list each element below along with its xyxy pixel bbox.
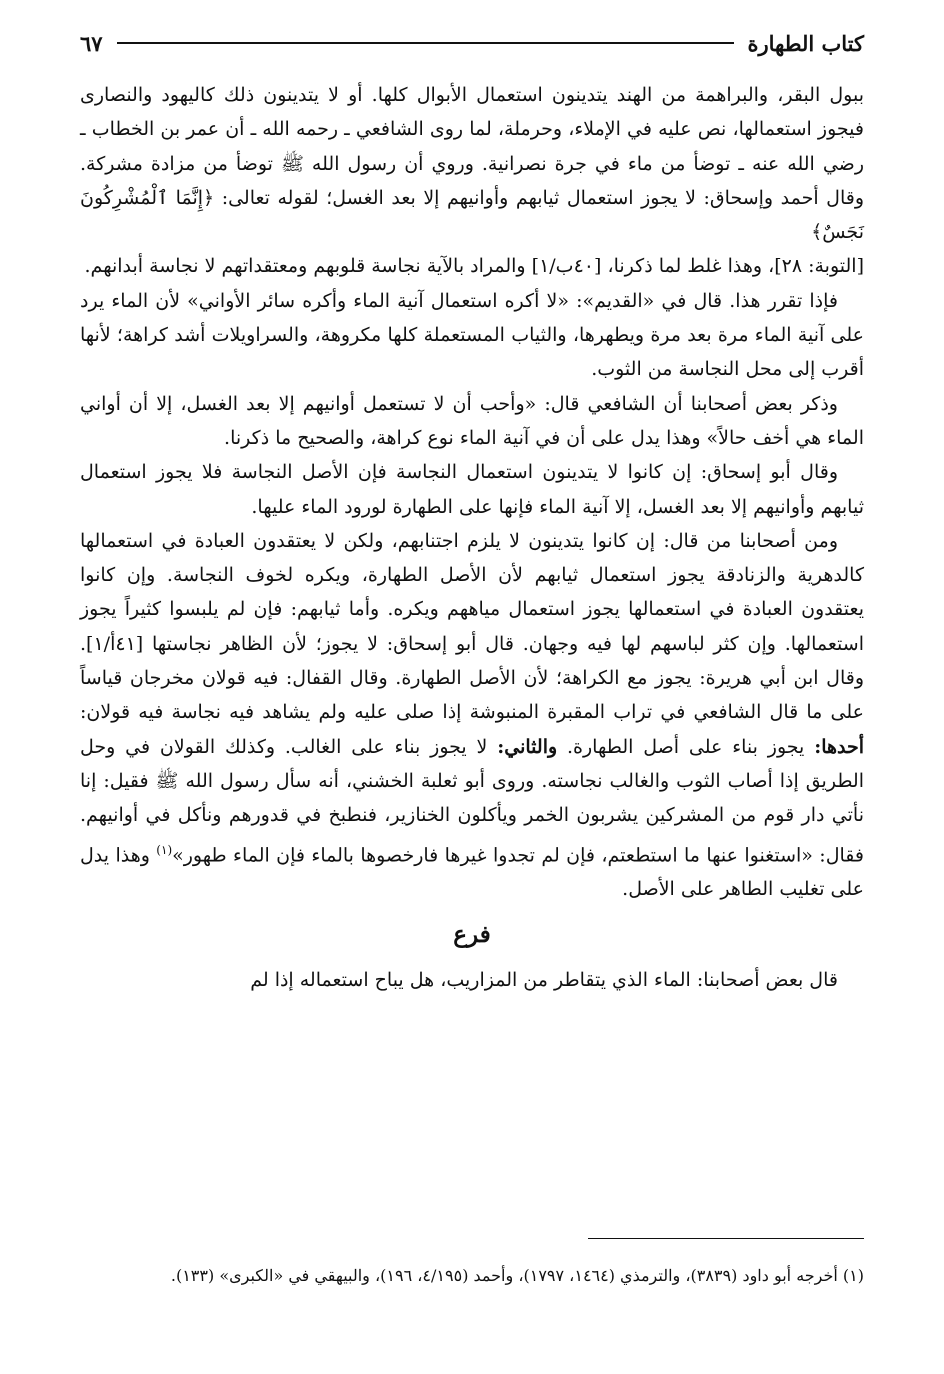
header-title: كتاب الطهارة [747,30,864,56]
page-number: ٦٧ [80,30,103,56]
paragraph: ببول البقر، والبراهمة من الهند يتدينون استعمال الأبوال كلها. أو لا يتدينون ذلك كاليهود والنصارى فيجوز استعمالها، نص عليه في الإملاء، وحرملة، لما روى الشافعي ـ رحمه الله ـ أن عمر بن الخطاب ـ رضي الله عنه ـ توضأ من ماء في جرة نصرانية. وروي أن رسول الله ﷺ توضأ من مزادة مشركة. وقال أحمد وإسحاق: لا يجوز استعمال ثيابهم وأوانيهم إلا بعد الغسل؛ لقوله تعالى: ﴿إِنَّمَا ٱلْمُشْرِكُونَ نَجَسٌ﴾ [80,84,864,244]
section-heading: فرع [453,921,491,949]
footnote: (١) أخرجه أبو داود (٣٨٣٩)، والترمذي (١٤٦٤، ١٧٩٧)، وأحمد (٤/١٩٥، ١٩٦)، والبيهقي في «الكبرى» (١٣٣). [170,1266,864,1285]
header-rule [117,42,734,44]
footnote-marker: (١) [156,842,173,857]
paragraph: وقال أبو إسحاق: إن كانوا لا يتدينون استعمال النجاسة فإن الأصل النجاسة فلا يجوز استعمال ثيابهم وأوانيهم إلا بعد الغسل، إلا آنية الماء فإنها على الطهارة لورود الماء عليها. [80,461,864,518]
paragraph-text: يجوز بناء على أصل الطهارة. [567,735,805,758]
paragraph-text: لا يجوز بناء على الغالب. وكذلك القولان في وحل الطريق إذا أصاب الثوب والغالب نجاسته. وروى أبو ثعلبة الخشني، أنه سأل رسول الله ﷺ فقيل: إنا نأتي دار قوم من المشركين يشربون الخمر ويأكلون الخنازير، فنطبخ في قدورهم ونأكل في أوانيهم. فقال: «استغنوا عنها ما استطعتم، فإن لم تجدوا غيرها فارخصوها بالماء فإن الماء طهور» [80,735,864,866]
paragraph: وذكر بعض أصحابنا أن الشافعي قال: «وأحب أن لا تستعمل أوانيهم إلا بعد الغسل، إلا أن أواني الماء هي أخف حالاً» وهذا يدل على أن في آنية الماء نوع كراهة، والصحيح ما ذكرنا. [80,392,864,449]
label-second: والثاني: [497,735,558,758]
paragraph: فإذا تقرر هذا. قال في «القديم»: «لا أكره استعمال آنية الماء وأكره سائر الأواني» لأن الماء يرد على آنية الماء مرة بعد مرة ويطهرها، والثياب المستعملة كلها مكروهة، والسراويلات أشد كراهة؛ لأنها أقرب إلى محل النجاسة من الثوب. [80,289,864,381]
main-text [80,78,864,997]
paragraph-text: وهذا يدل على تغليب الطاهر على الأصل. [80,843,864,901]
paragraph: [التوبة: ٢٨]، وهذا غلط لما ذكرنا، [٤٠ب/١] والمراد بالآية نجاسة قلوبهم ومعتقداتهم لا نجاسة أبدانهم. [84,255,864,278]
footnote-separator [588,1238,864,1239]
paragraph [80,524,864,907]
footnotes [80,1258,864,1293]
running-header [80,22,864,64]
paragraph: قال بعض أصحابنا: الماء الذي يتقاطر من المزاريب، هل يباح استعماله إذا لم [250,968,838,991]
paragraph-text: ومن أصحابنا من قال: إن كانوا يتدينون لا يلزم اجتنابهم، ولكن لا يعتقدون العبادة في استعمالها كالدهرية والزنادقة يجوز استعمال ثيابهم لأن الأصل الطهارة، ويكره لخوف النجاسة. وإن كانوا يعتقدون العبادة في استعمالها يجوز استعمال مياههم ويكره. وأما ثيابهم: فإن لم يلبسوا كثيراً يجوز استعمالها. وإن كثر لباسهم لها فيه وجهان. قال أبو إسحاق: لا يجوز؛ لأن الظاهر نجاستها [٤١أ/١]. وقال ابن أبي هريرة: يجوز مع الكراهة؛ لأن الأصل الطهارة. وقال القفال: فيه قولان مخرجان قياساً على ما قال الشافعي في تراب المقبرة المنبوشة إذا صلى عليه ولم يشاهد فيه نجاسة فيه قولان: [80,529,864,724]
label-first: أحدها: [814,735,865,758]
